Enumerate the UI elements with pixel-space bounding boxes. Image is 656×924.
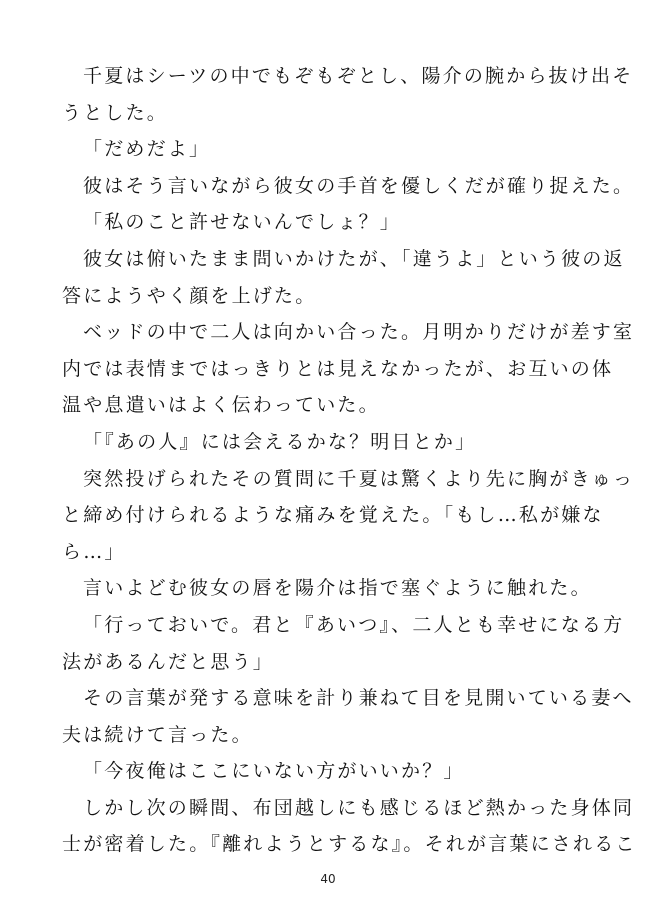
text-line: ベッドの中で二人は向かい合った。月明かりだけが差す室: [83, 321, 635, 344]
text-line: 答にようやく顔を上げた。: [62, 284, 317, 307]
text-line: 千夏はシーツの中でもぞもぞとし、陽介の腕から抜け出そ: [83, 65, 634, 87]
text-line: 「『あの人』には会えるかな？明日とか」: [83, 430, 477, 453]
text-line: その言葉が発する意味を計り兼ねて目を見開いている妻へ: [83, 687, 634, 710]
text-line: 法があるんだと思う」: [62, 650, 275, 673]
body-text: [62, 58, 637, 863]
text-line: 言いよどむ彼女の唇を陽介は指で塞ぐように触れた。: [83, 577, 592, 600]
text-line: 「だめだよ」: [83, 138, 211, 161]
text-line: 夫は続けて言った。: [62, 723, 253, 746]
text-line: うとした。: [62, 101, 169, 124]
page-number: 40: [320, 872, 336, 886]
text-line: 「私のこと許せないんでしょ？」: [83, 211, 402, 234]
text-line: 温や息遣いはよく伝わっていた。: [62, 394, 380, 417]
text-line: ら…」: [62, 540, 126, 563]
text-line: 彼女は俯いたまま問いかけたが、「違うよ」という彼の返: [83, 247, 625, 270]
text-line: 「今夜俺はここにいない方がいいか？」: [83, 760, 465, 783]
text-line: 士が密着した。『離れようとするな』。それが言葉にされるこ: [62, 833, 637, 856]
text-line: 内では表情まではっきりとは見えなかったが、お互いの体: [62, 357, 614, 380]
text-line: しかし次の瞬間、布団越しにも感じるほど熱かった身体同: [83, 796, 635, 819]
text-line: 突然投げられたその質問に千夏は驚くより先に胸がきゅっ: [83, 467, 635, 490]
text-line: 彼はそう言いながら彼女の手首を優しくだが確り捉えた。: [83, 174, 635, 197]
text-line: 「行っておいで。君と『あいつ』、二人とも幸せになる方: [83, 613, 625, 636]
text-line: と締め付けられるような痛みを覚えた。「もし…私が嫌な: [62, 504, 604, 527]
